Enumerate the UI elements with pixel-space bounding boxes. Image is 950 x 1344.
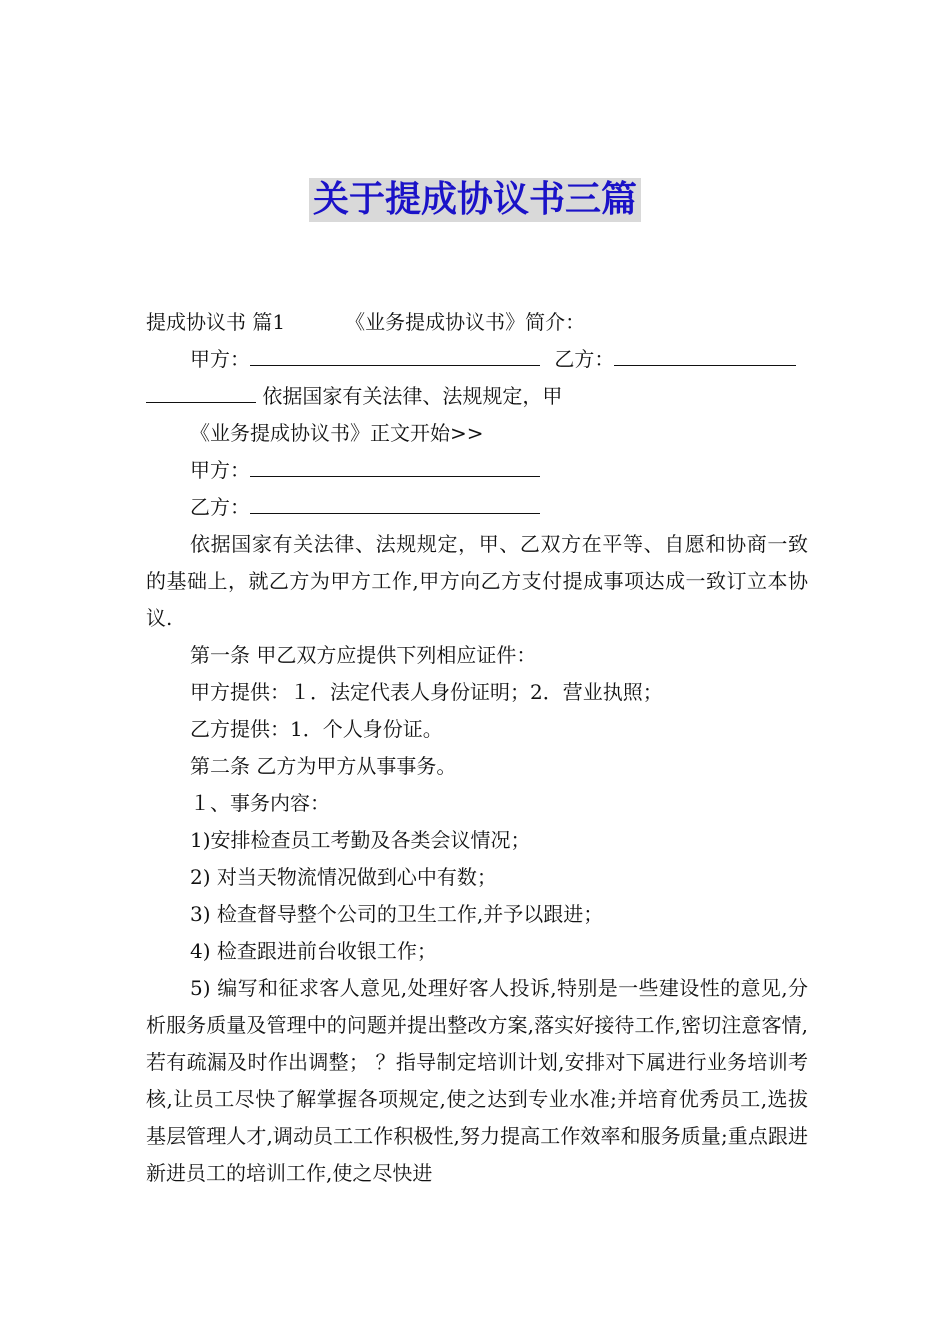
party-b-blank [614, 341, 796, 366]
task-1: 1)安排检查员工考勤及各类会议情况； [190, 828, 531, 852]
task-3: 3) 检查督导整个公司的卫生工作,并予以跟进； [190, 902, 604, 926]
task-2: 2) 对当天物流情况做到心中有数； [190, 865, 497, 889]
preamble-paragraph: 依据国家有关法律、法规规定，甲、乙双方在平等、自愿和协商一致的基础上，就乙方为甲方工作,甲方向乙方支付提成事项达成一致订立本协议. [146, 532, 808, 630]
document-title: 关于提成协议书三篇 [309, 178, 641, 222]
party-b-blank-continued [146, 378, 256, 403]
party-b-line-label: 乙方： [190, 495, 250, 519]
document-body [146, 304, 808, 1192]
party-fields-line [146, 341, 808, 378]
party-b-line-blank [250, 489, 540, 514]
body-start: 《业务提成协议书》正文开始>> [190, 421, 484, 445]
task-5-paragraph: 5) 编写和征求客人意见,处理好客人投诉,特别是一些建设性的意见,分析服务质量及管理中的问题并提出整改方案,落实好接待工作,密切注意客情,若有疏漏及时作出调整； ？指导制定培训计划,安排对下属进行业务培训考核,让员工尽快了解掌握各项规定,使之达到专业水准;并培育优秀员工,选拔基层管理人才,调动员工工作积极性,努力提高工作效率和服务质量;重点跟进新进员工的培训工作,使之尽快进 [146, 976, 808, 1185]
party-b-label: 乙方： [554, 347, 615, 371]
party-a-blank [250, 341, 540, 366]
party-a-line [146, 452, 808, 489]
party-a-label: 甲方： [190, 347, 250, 371]
article-2: 第二条 乙方为甲方从事事务。 [190, 754, 457, 778]
basis-fragment: 依据国家有关法律、法规规定，甲 [262, 384, 563, 408]
party-b-line [146, 489, 808, 526]
party-a-line-label: 甲方： [190, 458, 250, 482]
party-a-provides: 甲方提供：１．法定代表人身份证明；2．营业执照； [190, 680, 663, 704]
body-start-line [146, 415, 808, 452]
article-1: 第一条 甲乙双方应提供下列相应证件： [190, 643, 537, 667]
title-container [0, 178, 950, 222]
intro-line [146, 304, 808, 341]
party-b-provides: 乙方提供：1．个人身份证。 [190, 717, 443, 741]
intro-left: 提成协议书 篇1 [146, 310, 286, 334]
item-heading: １、事务内容： [190, 791, 330, 815]
basis-fragment-line [146, 378, 808, 415]
task-4: 4) 检查跟进前台收银工作； [190, 939, 437, 963]
intro-right: 《业务提成协议书》简介： [345, 310, 586, 334]
party-a-line-blank [250, 452, 540, 477]
